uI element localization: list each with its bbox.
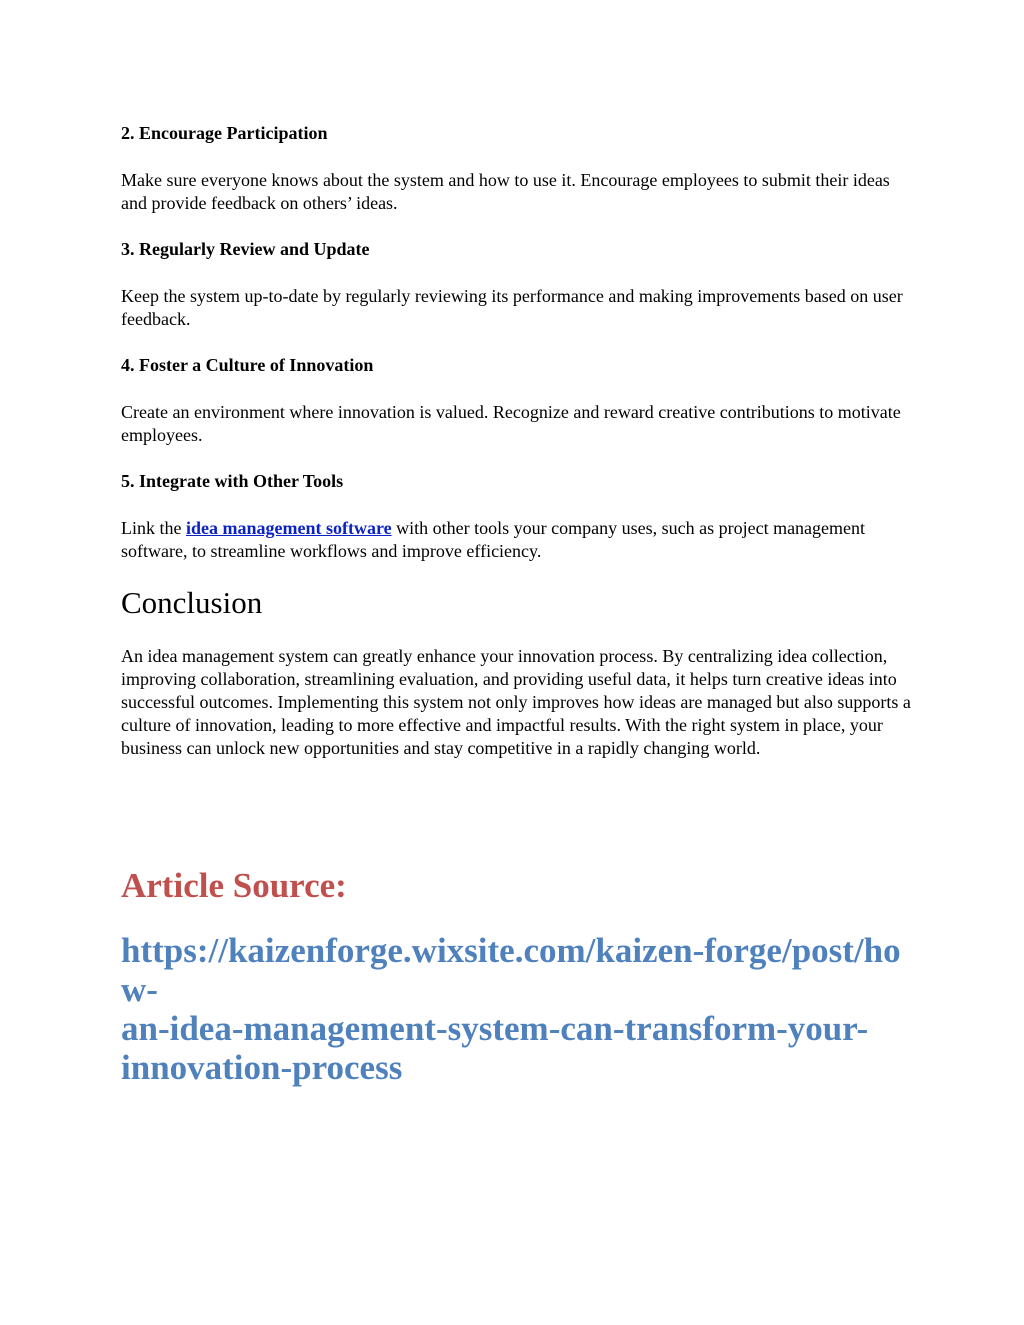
article-source-url-line-2[interactable]: an-idea-management-system-can-transform-your- xyxy=(121,1009,869,1048)
article-source-url[interactable] xyxy=(121,931,921,1087)
heading-integrate-tools: 5. Integrate with Other Tools xyxy=(121,471,344,491)
paragraph-integrate-tools xyxy=(121,517,911,563)
idea-management-software-link[interactable]: idea management software xyxy=(186,518,392,538)
conclusion-paragraph: An idea management system can greatly enhance your innovation process. By centralizing idea collection, improving collaboration, streamlining evaluation, and providing useful data, it helps turn creative ideas into successful outcomes. Implementing this system not only improves how ideas are managed but also supports a culture of innovation, leading to more effective and impactful results. With the right system in place, your business can unlock new opportunities and stay competitive in a rapidly changing world. xyxy=(121,646,911,758)
article-source-url-line-1[interactable]: https://kaizenforge.wixsite.com/kaizen-forge/post/how- xyxy=(121,931,901,1009)
paragraph-encourage-participation: Make sure everyone knows about the system and how to use it. Encourage employees to submit their ideas and provide feedback on others’ ideas. xyxy=(121,170,890,213)
heading-foster-culture: 4. Foster a Culture of Innovation xyxy=(121,355,374,375)
article-source-url-line-3[interactable]: innovation-process xyxy=(121,1048,403,1087)
conclusion-title: Conclusion xyxy=(121,585,263,620)
heading-regularly-review: 3. Regularly Review and Update xyxy=(121,239,370,259)
paragraph-suffix: with other tools your company uses, such as project management software, to streamline workflows and improve efficiency. xyxy=(121,518,866,561)
paragraph-foster-culture: Create an environment where innovation is valued. Recognize and reward creative contributions to motivate employees. xyxy=(121,402,901,445)
heading-encourage-participation: 2. Encourage Participation xyxy=(121,123,328,143)
article-source-title: Article Source: xyxy=(121,866,347,905)
paragraph-prefix: Link the xyxy=(121,518,186,538)
paragraph-regularly-review: Keep the system up-to-date by regularly reviewing its performance and making improvements based on user feedback. xyxy=(121,286,903,329)
